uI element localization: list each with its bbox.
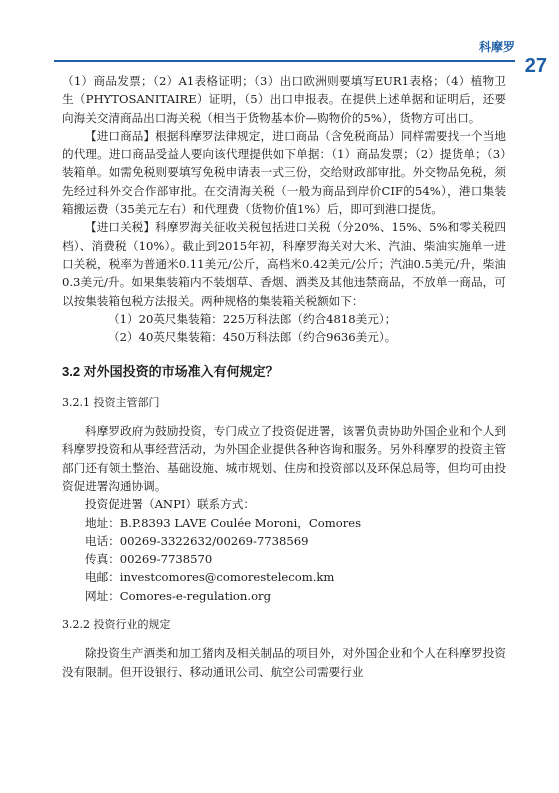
paragraph-import-tariffs: 【进口关税】科摩罗海关征收关税包括进口关税（分20%、15%、5%和零关税四档）、消费税（10%）。截止到2015年初，科摩罗海关对大米、汽油、柴油实施单一进口关税，税率为普通米0.11美元/公斤，高档米0.42美元/公斤；汽油0.5美元/升，柴油0.3美元/升。如果集装箱内不装烟草、香烟、酒类及其他违禁商品，不放单一商品，可以按集装箱包税方法报关。两种规格的集装箱关税额如下：	[62, 220, 506, 308]
contact-title: 投资促进署（ANPI）联系方式：	[85, 497, 256, 512]
paragraph-investment-authority: 科摩罗政府为鼓励投资，专门成立了投资促进署，该署负责协助外国企业和个人到科摩罗投资和从事经营活动，为外国企业提供各种咨询和服务。另外科摩罗的投资主管部门还有领土整治、基础设施、城市规划、住房和投资部以及环保总局等，但均可由投资促进署沟通协调。	[62, 424, 506, 493]
page-header	[0, 0, 559, 82]
contact-address: 地址：B.P.8393 LAVE Coulée Moroni，Comores	[85, 515, 362, 530]
paragraph-import-goods: 【进口商品】根据科摩罗法律规定，进口商品（含免税商品）同样需要找一个当地的代理。进口商品受益人要向该代理提供如下单据：（1）商品发票；（2）提货单；（3）装箱单。如需免税则要填写免税申请表一式三份，交给财政部审批。外交物品免税，须先经过科外交合作部审批。在交清海关税（一般为商品到岸价CIF的54%），港口集装箱搬运费（35美元左右）和代理费（货物价值1%）后，即可到港口提货。	[62, 128, 506, 217]
section-heading: 3.2 对外国投资的市场准入有何规定？	[62, 364, 279, 380]
contact-website: 网址：Comores-e-regulation.org	[85, 588, 272, 603]
subsection-heading: 3.2.2 投资行业的规定	[62, 618, 171, 632]
contact-phone: 电话：00269-3322632/00269-7738569	[85, 533, 309, 548]
header-rule	[54, 60, 515, 62]
paragraph-export-documents: （1）商品发票；（2）A1表格证明；（3）出口欧洲则要填写EUR1表格；（4）植物卫生（PHYTOSANITAIRE）证明，（5）出口申报表。在提供上述单据和证明后，还要向海关交清商品出口海关税（相当于货物基本价—购物价的5%），货物方可出口。	[62, 74, 506, 125]
list-item: （2）40英尺集装箱：450万科法郎（约合9636美元）。	[108, 330, 397, 345]
subsection-heading: 3.2.1 投资主管部门	[62, 395, 160, 409]
paragraph-industry-rules: 除投资生产酒类和加工猪肉及相关制品的项目外，对外国企业和个人在科摩罗投资没有限制。但开设银行、移动通讯公司、航空公司需要行业	[62, 646, 506, 679]
page-number: 27	[524, 55, 547, 77]
list-item: （1）20英尺集装箱：225万科法郎（约合4818美元）；	[108, 311, 397, 326]
header-country: 科摩罗	[478, 40, 515, 54]
contact-email: 电邮：investcomores@comorestelecom.km	[85, 570, 335, 585]
contact-fax: 传真：00269-7738570	[85, 552, 213, 567]
page-content	[62, 72, 506, 681]
